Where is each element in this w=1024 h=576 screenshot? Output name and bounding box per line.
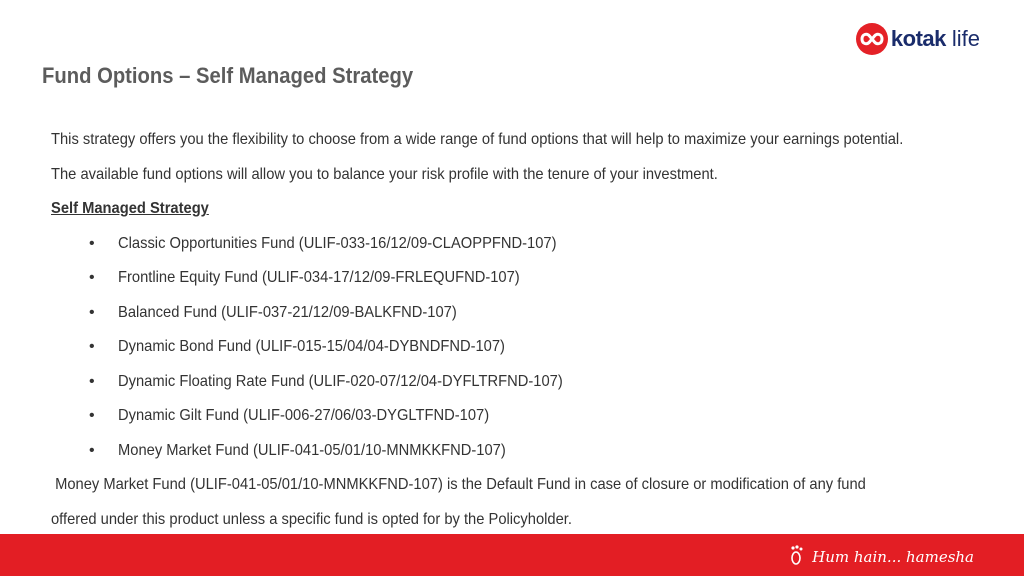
- bullet-icon: •: [89, 372, 95, 390]
- closing-line-1: Money Market Fund (ULIF-041-05/01/10-MNMKKFND-107) is the Default Fund in case of closure or modification of any fund: [51, 476, 866, 493]
- page-title: Fund Options – Self Managed Strategy: [42, 63, 414, 88]
- list-item: • Money Market Fund (ULIF-041-05/01/10-MNMKKFND-107): [51, 439, 991, 474]
- bullet-icon: •: [89, 234, 95, 252]
- bullet-icon: •: [89, 441, 95, 459]
- intro-line-1: This strategy offers you the flexibility to choose from a wide range of fund options that will help to maximize your earnings potential.: [51, 131, 904, 148]
- kotak-infinity-icon: [856, 23, 888, 55]
- section-heading: Self Managed Strategy: [51, 200, 209, 217]
- slide-content: [51, 128, 991, 542]
- logo-suffix: life: [951, 26, 980, 51]
- list-item: • Classic Opportunities Fund (ULIF-033-16/12/09-CLAOPPFND-107): [51, 232, 991, 267]
- tagline-text: Hum hain... hamesha: [812, 548, 974, 566]
- bullet-icon: •: [89, 407, 95, 424]
- intro-line-2: The available fund options will allow you to balance your risk profile with the tenure of your investment.: [51, 165, 718, 183]
- closing-line-2: offered under this product unless a specific fund is opted for by the Policyholder.: [51, 510, 572, 528]
- bullet-icon: •: [89, 338, 95, 355]
- footer-bar: [0, 534, 1024, 576]
- list-item: • Dynamic Floating Rate Fund (ULIF-020-07/12/04-DYFLTRFND-107): [51, 370, 991, 405]
- list-item: • Frontline Equity Fund (ULIF-034-17/12/09-FRLEQUFND-107): [51, 266, 991, 301]
- tagline: [788, 544, 974, 570]
- bullet-icon: •: [89, 303, 95, 321]
- list-item: • Dynamic Gilt Fund (ULIF-006-27/06/03-DYGLTFND-107): [51, 404, 991, 439]
- footprint-icon: [788, 544, 806, 570]
- fund-list: [51, 232, 991, 474]
- list-item: • Dynamic Bond Fund (ULIF-015-15/04/04-DYBNDFND-107): [51, 335, 991, 370]
- list-item: • Balanced Fund (ULIF-037-21/12/09-BALKFND-107): [51, 301, 991, 336]
- kotak-life-logo: [856, 22, 980, 56]
- logo-brand: kotak: [890, 26, 946, 51]
- bullet-icon: •: [89, 269, 95, 286]
